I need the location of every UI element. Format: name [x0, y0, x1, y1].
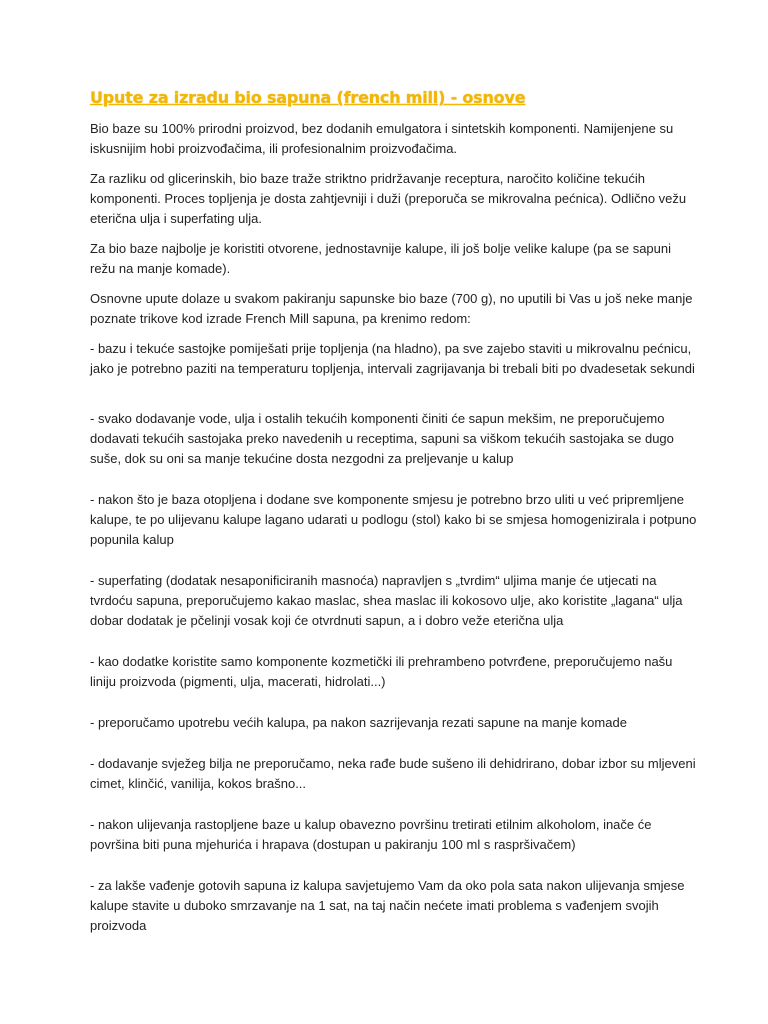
tip-item: - nakon što je baza otopljena i dodane sve komponente smjesu je potrebno brzo uliti u već pripremljene kalupe, te po ulijevanu kalupe lagano udarati u podlogu (stol) kako bi se smjesa homogenizirala i potpuno popunila kalup	[90, 492, 697, 547]
tip-item: - bazu i tekuće sastojke pomiješati prije topljenja (na hladno), pa sve zajebo staviti u mikrovalnu pećnicu, jako je potrebno paziti na temperaturu topljenja, intervali zagrijavanja bi trebali biti po dvadesetak sekundi	[90, 341, 695, 376]
intro-paragraph: Za razliku od glicerinskih, bio baze traže striktno pridržavanje receptura, naročito količine tekućih komponenti. Proces topljenja je dosta zahtjevniji i duži (preporuča se mikrovalna pećnica). Odlično vežu eterična ulja i superfating ulja.	[90, 171, 687, 226]
tip-item: - dodavanje svježeg bilja ne preporučamo, neka rađe bude sušeno ili dehidrirano, dobar izbor su mljeveni cimet, klinčić, vanilija, kokos brašno...	[90, 756, 696, 791]
document-title: Upute za izradu bio sapuna (french mill) - osnove	[90, 88, 526, 107]
intro-paragraph: Za bio baze najbolje je koristiti otvorene, jednostavnije kalupe, ili još bolje velike kalupe (pa se sapuni režu na manje komade).	[90, 241, 672, 276]
intro-paragraph: Bio baze su 100% prirodni proizvod, bez dodanih emulgatora i sintetskih komponenti. Namijenjene su iskusnijim hobi proizvođačima, ili profesionalnim proizvođačima.	[90, 121, 674, 156]
tip-item: - preporučamo upotrebu većih kalupa, pa nakon sazrijevanja rezati sapune na manje komade	[90, 715, 627, 730]
tip-item: - superfating (dodatak nesaponificiranih masnoća) napravljen s „tvrdim“ uljima manje će utjecati na tvrdoću sapuna, preporučujemo kakao maslac, shea maslac ili kokosovo ulje, ako koristite „lagana“ ulja dobar dodatak je pčelinji vosak koji će otvrdnuti sapun, a i dobro veže eterična ulja	[90, 573, 683, 628]
tips-list	[90, 339, 698, 936]
intro-paragraph: Osnovne upute dolaze u svakom pakiranju sapunske bio baze (700 g), no uputili bi Vas u još neke manje poznate trikove kod izrade French Mill sapuna, pa krenimo redom:	[90, 291, 693, 326]
tip-item: - nakon ulijevanja rastopljene baze u kalup obavezno površinu tretirati etilnim alkoholom, inače će površina biti puna mjehurića i hrapava (dostupan u pakiranju 100 ml s raspršivačem)	[90, 817, 652, 852]
tip-item: - za lakše vađenje gotovih sapuna iz kalupa savjetujemo Vam da oko pola sata nakon ulijevanja smjese kalupe stavite u duboko smrzavanje na 1 sat, na taj način nećete imati problema s vađenjem svojih proizvoda	[90, 878, 685, 933]
tip-item: - kao dodatke koristite samo komponente kozmetički ili prehrambeno potvrđene, preporučujemo našu liniju proizvoda (pigmenti, ulja, macerati, hidrolati...)	[90, 654, 673, 689]
intro-section	[90, 119, 698, 329]
tip-item: - svako dodavanje vode, ulja i ostalih tekućih komponenti činiti će sapun mekšim, ne preporučujemo dodavati tekućih sastojaka preko navedenih u receptima, sapuni sa viškom tekućih sastojaka se dugo suše, dok su oni sa manje tekućine dosta nezgodni za preljevanje u kalup	[90, 411, 674, 466]
